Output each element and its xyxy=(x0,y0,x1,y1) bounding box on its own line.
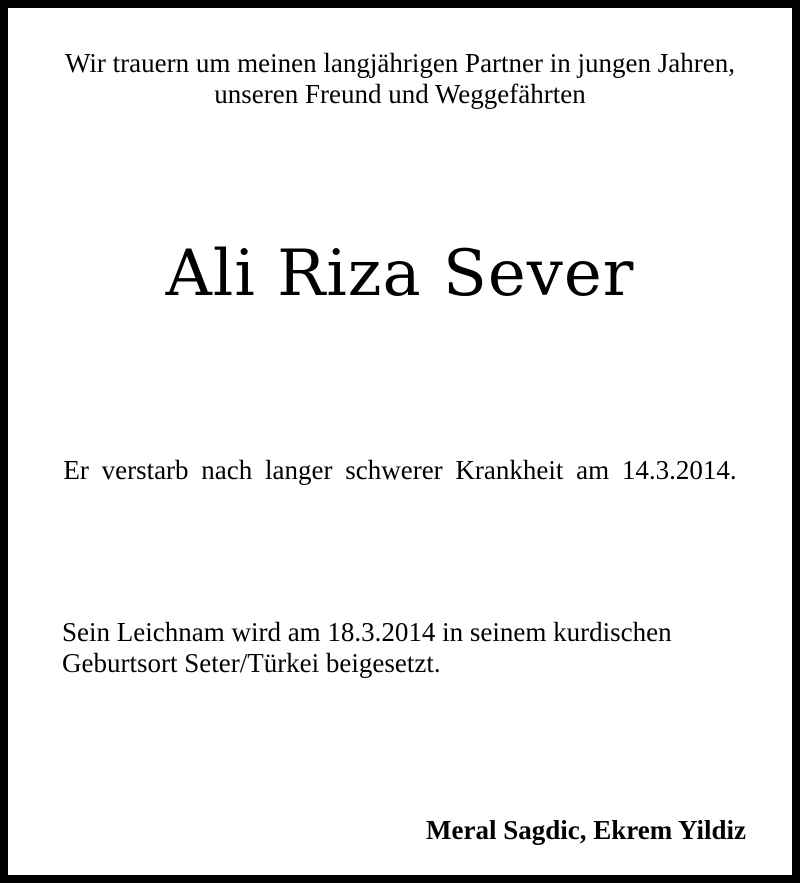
intro-text xyxy=(28,48,772,110)
death-statement: Er verstarb nach langer schwerer Krankheit am 14.3.2014. xyxy=(63,455,737,485)
burial-line-1: Sein Leichnam wird am 18.3.2014 in seinem kurdischen xyxy=(62,617,672,647)
intro-line-2: unseren Freund und Weggefährten xyxy=(214,79,586,109)
deceased-name: Ali Riza Sever xyxy=(165,237,635,311)
burial-text xyxy=(62,617,672,679)
signatories: Meral Sagdic, Ekrem Yildiz xyxy=(426,815,746,845)
intro-line-1: Wir trauern um meinen langjährigen Partner in jungen Jahren, xyxy=(65,48,735,78)
burial-line-2: Geburtsort Seter/Türkei beigesetzt. xyxy=(62,648,441,678)
